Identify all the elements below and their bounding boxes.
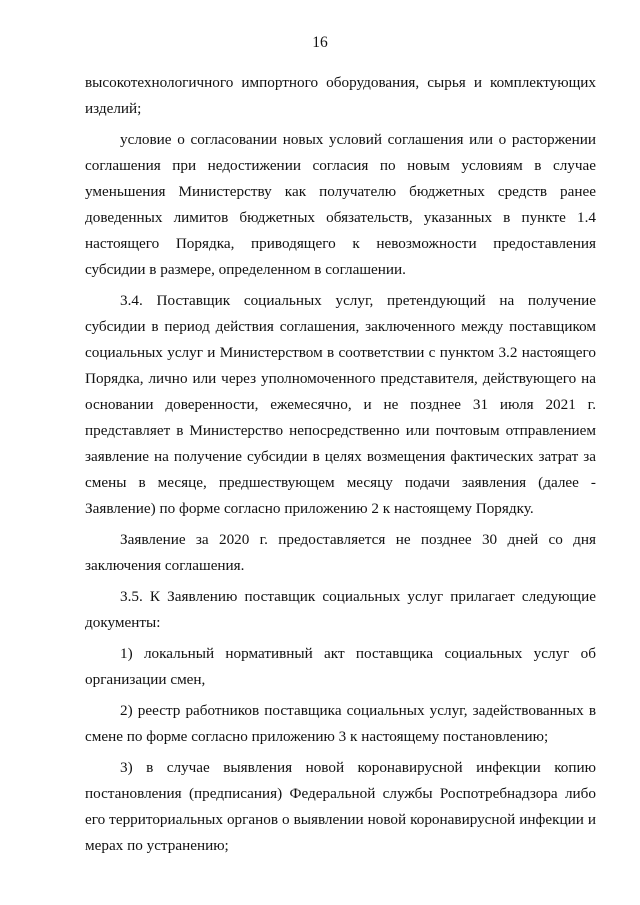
paragraph-3-4: 3.4. Поставщик социальных услуг, претендующий на получение субсидии в период действия соглашения, заключенного между поставщиком социальных услуг и Министерством в соответствии с пунктом 3.2 настоящего Порядка, лично или через уполномоченного представителя, действующего на основании доверенности, ежемесячно, и не позднее 31 июля 2021 г. представляет в Министерство непосредственно или почтовым отправлением заявление на получение субсидии в целях возмещения фактических затрат за смены в месяце, предшествующем месяцу подачи заявления (далее - Заявление) по форме согласно приложению 2 к настоящему Порядку.	[85, 292, 596, 517]
paragraph-continuation: высокотехнологичного импортного оборудования, сырья и комплектующих изделий;	[85, 74, 596, 117]
paragraph-2020-application: Заявление за 2020 г. предоставляется не позднее 30 дней со дня заключения соглашения.	[85, 531, 596, 574]
list-item-1: 1) локальный нормативный акт поставщика социальных услуг об организации смен,	[85, 645, 596, 688]
document-body	[85, 70, 596, 864]
page-number: 16	[312, 34, 328, 51]
paragraph-3-5: 3.5. К Заявлению поставщик социальных услуг прилагает следующие документы:	[85, 588, 596, 631]
paragraph-agreement-condition: условие о согласовании новых условий соглашения или о расторжении соглашения при недостижении согласия по новым условиям в случае уменьшения Министерству как получателю бюджетных средств ранее доведенных лимитов бюджетных обязательств, указанных в пункте 1.4 настоящего Порядка, приводящего к невозможности предоставления субсидии в размере, определенном в соглашении.	[85, 131, 596, 278]
list-item-3: 3) в случае выявления новой коронавирусной инфекции копию постановления (предписания) Федеральной службы Роспотребнадзора либо его территориальных органов о выявлении новой коронавирусной инфекции и мерах по устранению;	[85, 759, 596, 854]
list-item-2: 2) реестр работников поставщика социальных услуг, задействованных в смене по форме согласно приложению 3 к настоящему постановлению;	[85, 702, 596, 745]
